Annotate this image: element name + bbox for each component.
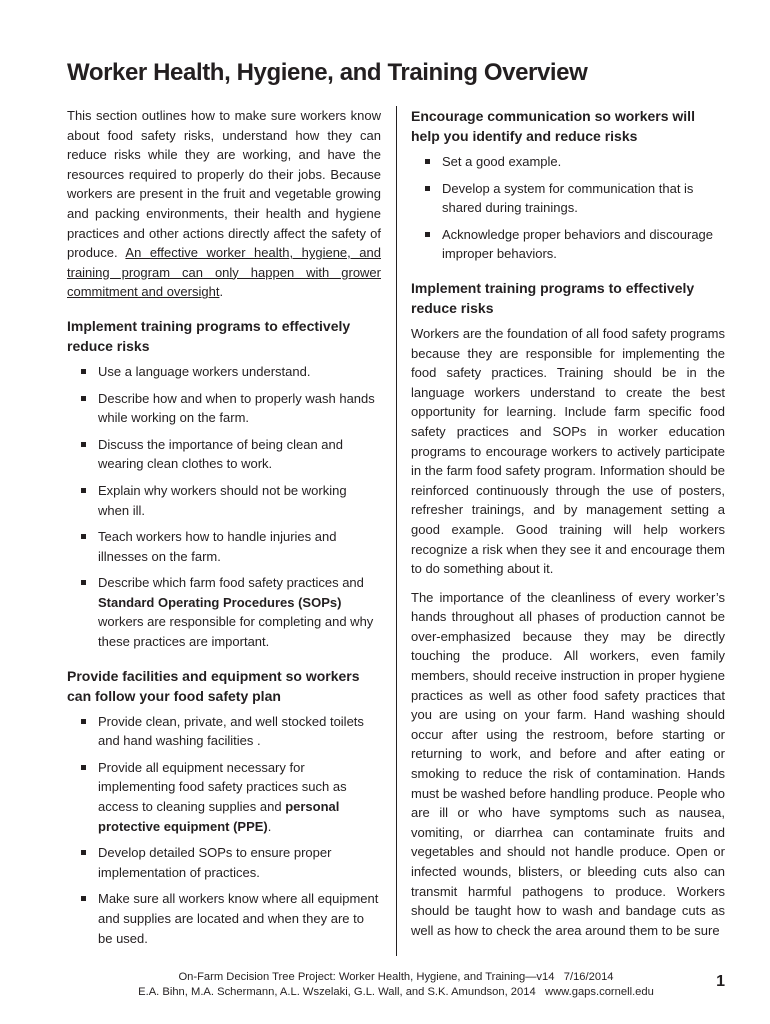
body-paragraph: Workers are the foundation of all food safety programs because they are responsible for implementing the food safety practices. Training should be in the language workers understand to create the best opportunity for learning. Include farm specific food safety practices and SOPs in worker education programs to encourage workers to actively participate in the farm food safety program. Information should be reinforced continuously through the use of posters, refresher trainings, and by management setting a good example. Good training will help workers recognize a risk when they see it and encourage them to do something about it. — [411, 325, 725, 577]
list-item — [81, 481, 381, 520]
list-item — [81, 362, 381, 382]
bullet-icon — [425, 232, 430, 237]
body-paragraph: The importance of the cleanliness of every worker’s hands throughout all phases of production cannot be over-emphasized because they may be directly touching the produce. All workers, even family members, should receive instruction in proper hygiene practices as well as other food safety practices that you are using on your farm. Hand washing should occur after using the restroom, before starting or returning to work, and before and after eating or smoking to reduce the risk of contamination. Hands must be washed before handling produce. People who are ill or who have symptoms such as nausea, vomiting, or diarrhea can contaminate fruits and vegetables and should not handle produce. Open or infected wounds, blisters, or bleeding cuts also can transmit harmful pathogens to produce. Workers should be taught how to wash and bandage cuts as well as how to check the area around them to be sure — [411, 589, 725, 938]
list-item — [81, 889, 381, 948]
footer-authors-line: E.A. Bihn, M.A. Schermann, A.L. Wszelaki, G.L. Wall, and S.K. Amundson, 2014 www.gaps.cornell.edu — [138, 986, 654, 999]
list-item — [81, 758, 381, 836]
list-item-text: Describe how and when to properly wash hands while working on the farm. — [98, 390, 375, 426]
section-heading: Encourage communication so workers will help you identify and reduce risks — [411, 108, 695, 144]
two-column-body — [67, 106, 725, 956]
section-heading: Implement training programs to effectively reduce risks — [411, 279, 695, 316]
section-heading: Implement training programs to effectively reduce risks — [67, 317, 351, 354]
list-item-text: Explain why workers should not be working when ill. — [98, 482, 347, 518]
list-item-text: Provide clean, private, and well stocked toilets and hand washing facilities . — [98, 713, 364, 749]
bullet-icon — [81, 850, 86, 855]
bullet-icon — [425, 186, 430, 191]
list-item — [425, 152, 725, 172]
page-footer — [67, 970, 725, 1000]
bullet-icon — [81, 488, 86, 493]
page-number: 1 — [716, 973, 725, 991]
footer-text — [67, 970, 725, 1000]
bullet-icon — [81, 765, 86, 770]
list-item-text: Use a language workers understand. — [98, 363, 311, 379]
list-item-text: Teach workers how to handle injuries and illnesses on the farm. — [98, 529, 337, 564]
list-item — [81, 435, 381, 474]
page-title: Worker Health, Hygiene, and Training Overview — [67, 59, 588, 86]
ppe-term: personal protective equipment (PPE) — [98, 799, 340, 834]
list-item-text: Provide all equipment necessary for implementing food safety practices such as access to cleaning supplies and — [98, 759, 347, 815]
bullet-icon — [81, 719, 86, 724]
section-heading: Provide facilities and equipment so workers can follow your food safety plan — [67, 667, 360, 704]
list-item — [81, 712, 381, 751]
intro-underlined-text: An effective worker health, hygiene, and training program can only happen with grower commitment and oversight — [67, 245, 381, 300]
sop-term: Standard Operating Procedures (SOPs) — [98, 594, 342, 610]
list-item-text: Develop detailed SOPs to ensure proper implementation of practices. — [98, 845, 332, 880]
list-item-text: Develop a system for communication that is shared during trainings. — [442, 180, 694, 216]
bullet-list — [67, 712, 381, 949]
bullet-icon — [81, 442, 86, 447]
list-item — [81, 843, 381, 882]
bullet-list — [67, 362, 381, 652]
bullet-icon — [81, 580, 86, 585]
column-divider — [396, 106, 397, 956]
bullet-icon — [425, 159, 430, 164]
list-item-text: Acknowledge proper behaviors and discourage improper behaviors. — [442, 226, 714, 262]
list-item-text: Discuss the importance of being clean and wearing clean clothes to work. — [98, 436, 343, 472]
list-item — [81, 389, 381, 428]
bullet-icon — [81, 896, 86, 901]
list-item — [81, 573, 381, 651]
list-item — [81, 527, 381, 566]
right-column — [411, 106, 725, 956]
list-item-text: . — [267, 818, 272, 834]
list-item-text: Set a good example. — [442, 154, 562, 169]
footer-project-line: On-Farm Decision Tree Project: Worker Health, Hygiene, and Training—v14 7/16/2014 — [178, 971, 614, 984]
intro-end: . — [219, 284, 224, 300]
bullet-list — [411, 152, 725, 264]
bullet-icon — [81, 534, 86, 539]
list-item — [425, 225, 725, 264]
intro-paragraph — [67, 106, 381, 302]
bullet-icon — [81, 396, 86, 401]
list-item — [425, 179, 725, 218]
intro-text: This section outlines how to make sure workers know about food safety risks, understand how they can reduce risks while they are working, and have the resources required to properly do their jobs. Because workers are present in the fruit and vegetable growing and packing environments, their health and hygiene practices and other actions directly affect the safety of produce. — [67, 108, 381, 261]
left-column — [67, 106, 381, 956]
bullet-icon — [81, 369, 86, 374]
list-item-text: workers are responsible for completing and why these practices are important. — [98, 614, 374, 650]
list-item-text: Make sure all workers know where all equipment and supplies are located and when they are to be used. — [98, 891, 379, 946]
list-item-text: Describe which farm food safety practices and — [98, 575, 364, 591]
